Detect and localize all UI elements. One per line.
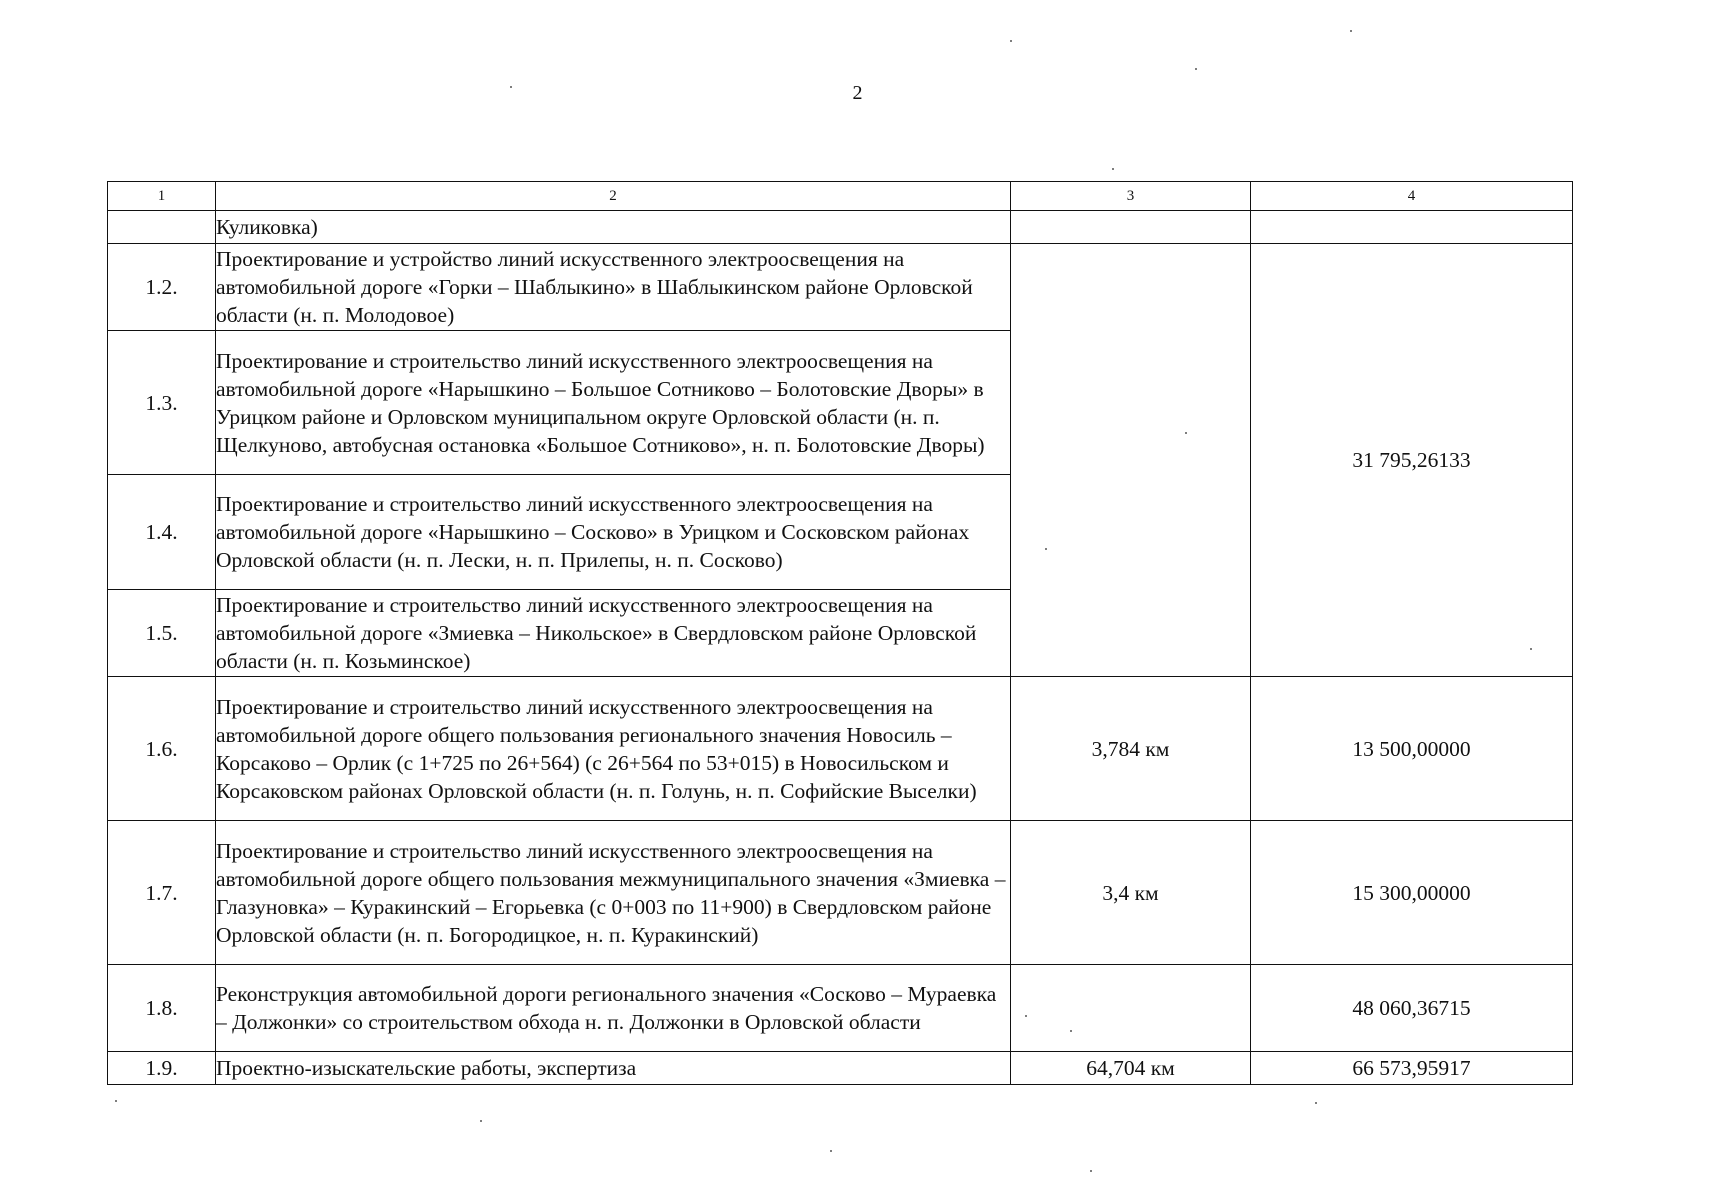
works-table <box>107 181 1573 1085</box>
row-number-cell: 1.8. <box>108 965 216 1052</box>
row-cost-cell-merged: 31 795,26133 <box>1251 244 1573 677</box>
row-length-cell <box>1011 965 1251 1052</box>
table-row <box>108 1052 1573 1085</box>
page-number: 2 <box>852 82 863 104</box>
scan-speck <box>1090 1170 1092 1172</box>
row-length-cell <box>1011 211 1251 244</box>
table-row <box>108 821 1573 965</box>
table-header-row <box>108 182 1573 211</box>
header-col-2: 2 <box>216 182 1011 211</box>
row-cost-cell <box>1251 211 1573 244</box>
scan-speck <box>1530 648 1532 650</box>
row-number-cell: 1.9. <box>108 1052 216 1085</box>
row-length-cell: 3,4 км <box>1011 821 1251 965</box>
scan-speck <box>1070 1030 1072 1032</box>
scan-speck <box>115 1100 117 1102</box>
scan-speck <box>1112 168 1114 170</box>
row-length-cell-merged <box>1011 244 1251 677</box>
row-description-cell: Проектирование и строительство линий искусственного электроосвещения на автомобильной дороге общего пользования регионального значения Новосиль – Корсаково – Орлик (с 1+725 по 26+564) (с 26+564 по 53+015) в Новосильском и Корсаковском районах Орловской области (н. п. Голунь, н. п. Софийские Выселки) <box>216 677 1011 821</box>
row-number-cell: 1.3. <box>108 331 216 475</box>
table-row <box>108 244 1573 331</box>
row-description-cell: Проектирование и строительство линий искусственного электроосвещения на автомобильной дороге общего пользования межмуниципального значения «Змиевка – Глазуновка» – Куракинский – Егорьевка (с 0+003 по 11+900) в Свердловском районе Орловской области (н. п. Богородицкое, н. п. Куракинский) <box>216 821 1011 965</box>
row-description-cell: Проектирование и строительство линий искусственного электроосвещения на автомобильной дороге «Змиевка – Никольское» в Свердловском районе Орловской области (н. п. Козьминское) <box>216 590 1011 677</box>
scan-speck <box>1010 40 1012 42</box>
row-description-cell: Проектирование и устройство линий искусственного электроосвещения на автомобильной дороге «Горки – Шаблыкино» в Шаблыкинском районе Орловской области (н. п. Молодовое) <box>216 244 1011 331</box>
row-length-cell: 64,704 км <box>1011 1052 1251 1085</box>
table-row <box>108 677 1573 821</box>
scan-speck <box>1350 30 1352 32</box>
scan-speck <box>480 1120 482 1122</box>
table-row-continuation <box>108 211 1573 244</box>
row-cost-cell: 48 060,36715 <box>1251 965 1573 1052</box>
header-col-1: 1 <box>108 182 216 211</box>
row-description-cell: Проектирование и строительство линий искусственного электроосвещения на автомобильной дороге «Нарышкино – Большое Сотниково – Болотовские Дворы» в Урицком районе и Орловском муниципальном округе Орловской области (н. п. Щелкуново, автобусная остановка «Большое Сотниково», н. п. Болотовские Дворы) <box>216 331 1011 475</box>
row-cost-cell: 66 573,95917 <box>1251 1052 1573 1085</box>
table-row <box>108 965 1573 1052</box>
row-number-cell: 1.4. <box>108 475 216 590</box>
scan-speck <box>1185 432 1187 434</box>
row-description-cell: Проектирование и строительство линий искусственного электроосвещения на автомобильной дороге «Нарышкино – Сосково» в Урицком и Сосковском районах Орловской области (н. п. Лески, н. п. Прилепы, н. п. Сосково) <box>216 475 1011 590</box>
header-col-4: 4 <box>1251 182 1573 211</box>
scan-speck <box>830 1150 832 1152</box>
scan-speck <box>1025 1015 1027 1017</box>
scan-speck <box>1195 68 1197 70</box>
row-number-cell: 1.7. <box>108 821 216 965</box>
row-cost-cell: 15 300,00000 <box>1251 821 1573 965</box>
row-description-cell: Реконструкция автомобильной дороги регионального значения «Сосково – Мураевка – Должонки» со строительством обхода н. п. Должонки в Орловской области <box>216 965 1011 1052</box>
scan-speck <box>1045 548 1047 550</box>
row-description-cell: Куликовка) <box>216 211 1011 244</box>
scan-speck <box>1315 1102 1317 1104</box>
row-cost-cell: 13 500,00000 <box>1251 677 1573 821</box>
row-number-cell: 1.6. <box>108 677 216 821</box>
row-description-cell: Проектно-изыскательские работы, экспертиза <box>216 1052 1011 1085</box>
row-number-cell: 1.5. <box>108 590 216 677</box>
row-number-cell <box>108 211 216 244</box>
scan-speck <box>510 86 512 88</box>
row-length-cell: 3,784 км <box>1011 677 1251 821</box>
header-col-3: 3 <box>1011 182 1251 211</box>
row-number-cell: 1.2. <box>108 244 216 331</box>
